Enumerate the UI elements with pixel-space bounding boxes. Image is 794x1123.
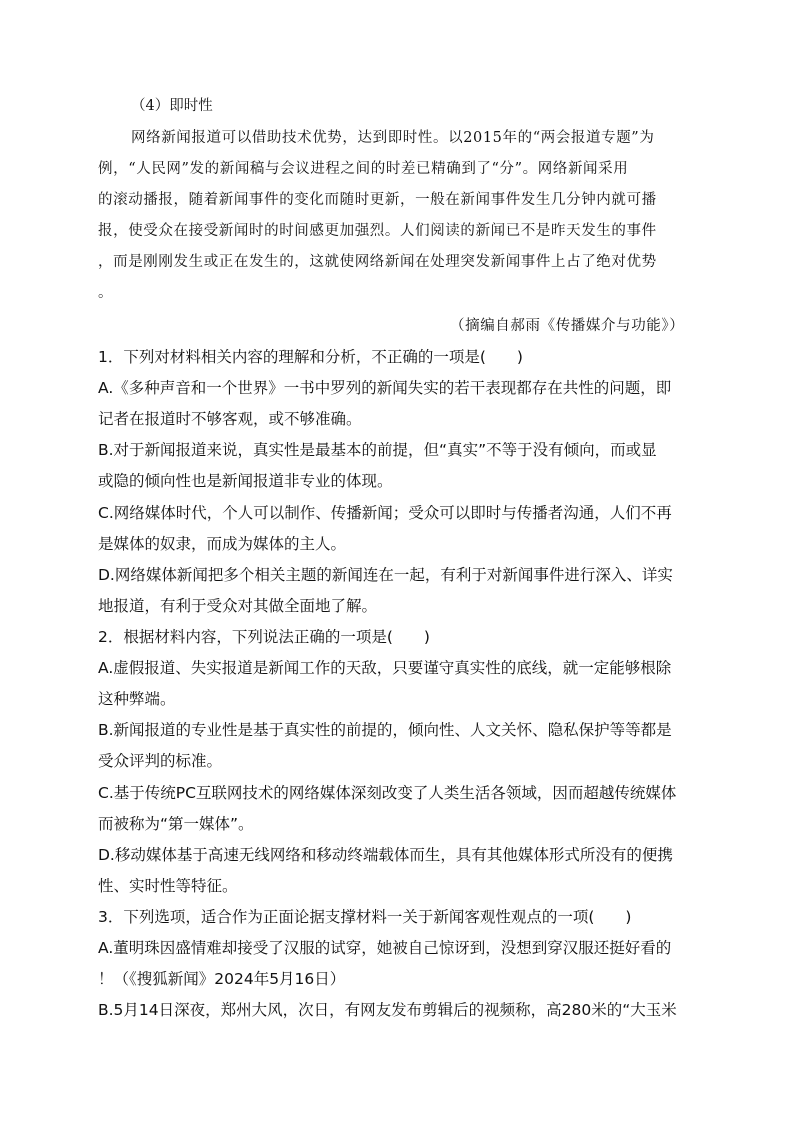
passage-line: 报，使受众在接受新闻时的时间感更加强烈。人们阅读的新闻已不是昨天发生的事件 (98, 223, 657, 239)
citation: （摘编自郝雨《传播媒介与功能》） (450, 318, 685, 334)
question-option: A.虚假报道、失实报道是新闻工作的天敌，只要谨守真实性的底线，就一定能够根除 (98, 659, 672, 677)
passage-line: 网络新闻报道可以借助技术优势，达到即时性。以2015年的“两会报道专题”为 (131, 130, 655, 146)
question-option: D.网络媒体新闻把多个相关主题的新闻连在一起，有利于对新闻事件进行深入、详实 (98, 566, 673, 584)
question-option-continuation: 受众评判的标准。 (98, 752, 223, 770)
question-option-continuation: 而被称为“第一媒体”。 (98, 815, 254, 833)
question-option: C.网络媒体时代，个人可以制作、传播新闻；受众可以即时与传播者沟通，人们不再 (98, 504, 672, 522)
question-stem: 3．下列选项，适合作为正面论据支撑材料一关于新闻客观性观点的一项( ) (98, 908, 632, 926)
passage-line: ，而是刚刚发生或正在发生的，这就使网络新闻在处理突发新闻事件上占了绝对优势 (98, 254, 657, 270)
question-option-continuation: 是媒体的奴隶，而成为媒体的主人。 (98, 535, 347, 553)
passage-line: 例，“人民网”发的新闻稿与会议进程之间的时差已精确到了“分”。网络新闻采用 (98, 161, 629, 177)
question-option: A.《多种声音和一个世界》一书中罗列的新闻失实的若干表现都存在共性的问题，即 (98, 379, 672, 397)
question-option: A.董明珠因盛情难却接受了汉服的试穿，她被自己惊讶到，没想到穿汉服还挺好看的 (98, 939, 672, 957)
question-option-continuation: 这种弊端。 (98, 690, 176, 708)
passage-line: 。 (98, 285, 113, 301)
section-heading: （4）即时性 (131, 98, 213, 114)
question-stem: 1．下列对材料相关内容的理解和分析，不正确的一项是( ) (98, 348, 523, 366)
question-option-continuation: 地报道，有利于受众对其做全面地了解。 (98, 597, 378, 615)
question-stem: 2．根据材料内容，下列说法正确的一项是( ) (98, 628, 430, 646)
question-option-continuation: 性、实时性等特征。 (98, 877, 238, 895)
question-option-continuation: 记者在报道时不够客观，或不够准确。 (98, 410, 362, 428)
question-option: B.5月14日深夜，郑州大风，次日，有网友发布剪辑后的视频称，高280米的“大玉米 (98, 1001, 677, 1019)
question-option: B.对于新闻报道来说，真实性是最基本的前提，但“真实”不等于没有倾向，而或显 (98, 441, 657, 459)
question-option-continuation: 或隐的倾向性也是新闻报道非专业的体现。 (98, 472, 393, 490)
question-option-continuation: ！（《搜狐新闻》2024年5月16日） (98, 970, 346, 988)
question-option: B.新闻报道的专业性是基于真实性的前提的，倾向性、人文关怀、隐私保护等等都是 (98, 721, 672, 739)
question-option: D.移动媒体基于高速无线网络和移动终端载体而生，具有其他媒体形式所没有的便携 (98, 846, 673, 864)
passage-line: 的滚动播报，随着新闻事件的变化而随时更新，一般在新闻事件发生几分钟内就可播 (98, 192, 657, 208)
question-option: C.基于传统PC互联网技术的网络媒体深刻改变了人类生活各领域，因而超越传统媒体 (98, 784, 677, 802)
